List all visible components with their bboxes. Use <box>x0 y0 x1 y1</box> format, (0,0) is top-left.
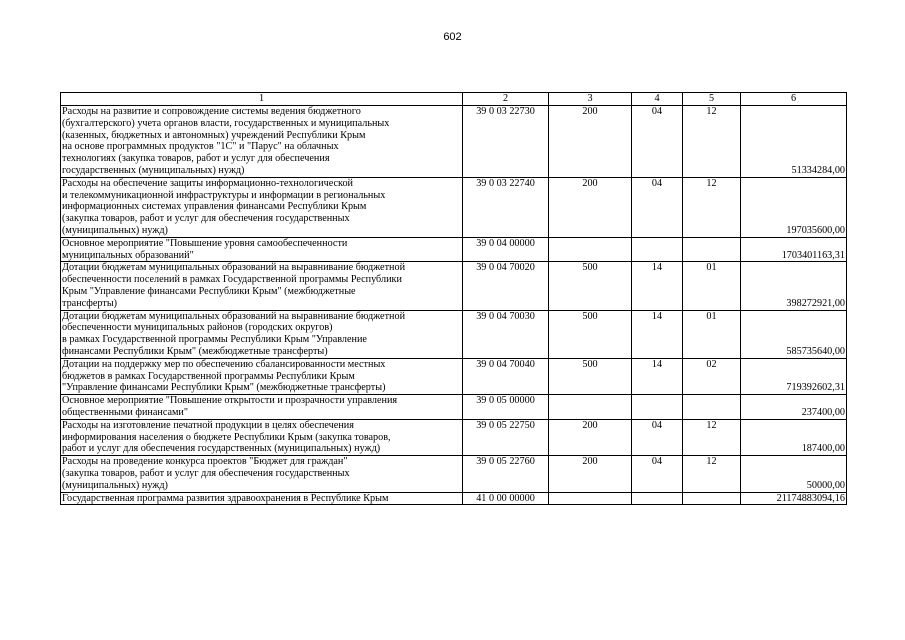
table-row <box>61 106 847 178</box>
amount-cell: 1703401163,31 <box>741 237 847 262</box>
target-code-cell: 41 0 00 00000 <box>463 492 549 505</box>
column-header: 2 <box>463 93 549 106</box>
table-row <box>61 177 847 237</box>
section-cell: 14 <box>632 262 683 310</box>
amount-cell: 585735640,00 <box>741 310 847 358</box>
amount-cell: 237400,00 <box>741 395 847 420</box>
expense-name-cell: Основное мероприятие "Повышение уровня самообеспеченности муниципальных образований" <box>61 237 463 262</box>
expense-name-cell: Расходы на изготовление печатной продукции в целях обеспечения информирования населения о бюджете Республики Крым (закупка товаров, работ и услуг для обеспечения государственных (муниципальных) нужд) <box>61 419 463 455</box>
table-row <box>61 456 847 492</box>
expense-type-cell: 500 <box>549 262 632 310</box>
table-row <box>61 419 847 455</box>
target-code-cell: 39 0 04 00000 <box>463 237 549 262</box>
expense-name-cell: Расходы на развитие и сопровождение системы ведения бюджетного (бухгалтерского) учета органов власти, государственных и муниципальных (казенных, бюджетных и автономных) учреждений Республики Крым на основе программных продуктов "1С" и "Парус" на облачных технологиях (закупка товаров, работ и услуг для обеспечения государственных (муниципальных) нужд) <box>61 106 463 178</box>
target-code-cell: 39 0 04 70040 <box>463 358 549 394</box>
column-header: 6 <box>741 93 847 106</box>
column-header: 1 <box>61 93 463 106</box>
table-row <box>61 310 847 358</box>
subsection-cell: 01 <box>683 262 741 310</box>
amount-cell: 187400,00 <box>741 419 847 455</box>
expense-type-cell <box>549 237 632 262</box>
expense-type-cell: 200 <box>549 177 632 237</box>
subsection-cell: 12 <box>683 456 741 492</box>
expense-name-cell: Расходы на проведение конкурса проектов "Бюджет для граждан" (закупка товаров, работ и услуг для обеспечения государственных (муниципальных) нужд) <box>61 456 463 492</box>
expense-type-cell <box>549 492 632 505</box>
section-cell <box>632 395 683 420</box>
expense-name-cell: Дотации на поддержку мер по обеспечению сбалансированности местных бюджетов в рамках Государственной программы Республики Крым "Управление финансами Республики Крым" (межбюджетные трансферты) <box>61 358 463 394</box>
amount-cell: 21174883094,16 <box>741 492 847 505</box>
column-header: 4 <box>632 93 683 106</box>
expense-type-cell: 200 <box>549 456 632 492</box>
target-code-cell: 39 0 03 22730 <box>463 106 549 178</box>
amount-cell: 398272921,00 <box>741 262 847 310</box>
subsection-cell: 01 <box>683 310 741 358</box>
expense-name-cell: Дотации бюджетам муниципальных образований на выравнивание бюджетной обеспеченности поселений в рамках Государственной программы Республики Крым "Управление финансами Республики Крым" (межбюджетные трансферты) <box>61 262 463 310</box>
expense-name-cell: Государственная программа развития здравоохранения в Республике Крым <box>61 492 463 505</box>
expense-name-cell: Основное мероприятие "Повышение открытости и прозрачности управления общественными финансами" <box>61 395 463 420</box>
page-number: 602 <box>443 31 462 43</box>
target-code-cell: 39 0 04 70020 <box>463 262 549 310</box>
expense-type-cell: 500 <box>549 310 632 358</box>
subsection-cell <box>683 492 741 505</box>
table-row <box>61 358 847 394</box>
table-row <box>61 492 847 505</box>
expense-type-cell: 200 <box>549 419 632 455</box>
section-cell: 04 <box>632 419 683 455</box>
table-row <box>61 262 847 310</box>
target-code-cell: 39 0 05 22750 <box>463 419 549 455</box>
amount-cell: 50000,00 <box>741 456 847 492</box>
table-row <box>61 395 847 420</box>
column-header: 3 <box>549 93 632 106</box>
section-cell <box>632 492 683 505</box>
expense-type-cell <box>549 395 632 420</box>
section-cell: 04 <box>632 177 683 237</box>
section-cell <box>632 237 683 262</box>
subsection-cell <box>683 395 741 420</box>
column-header: 5 <box>683 93 741 106</box>
subsection-cell <box>683 237 741 262</box>
target-code-cell: 39 0 03 22740 <box>463 177 549 237</box>
section-cell: 04 <box>632 106 683 178</box>
target-code-cell: 39 0 05 00000 <box>463 395 549 420</box>
subsection-cell: 12 <box>683 106 741 178</box>
expense-type-cell: 200 <box>549 106 632 178</box>
target-code-cell: 39 0 05 22760 <box>463 456 549 492</box>
expense-type-cell: 500 <box>549 358 632 394</box>
expense-name-cell: Дотации бюджетам муниципальных образований на выравнивание бюджетной обеспеченности муниципальных районов (городских округов) в рамках Государственной программы Республики Крым "Управление финансами Республики Крым" (межбюджетные трансферты) <box>61 310 463 358</box>
section-cell: 14 <box>632 358 683 394</box>
section-cell: 14 <box>632 310 683 358</box>
subsection-cell: 12 <box>683 419 741 455</box>
budget-table <box>60 92 847 505</box>
expense-name-cell: Расходы на обеспечение защиты информационно-технологической и телекоммуникационной инфраструктуры и информации в региональных информационных системах управления финансами Республики Крым (закупка товаров, работ и услуг для обеспечения государственных (муниципальных) нужд) <box>61 177 463 237</box>
amount-cell: 719392602,31 <box>741 358 847 394</box>
amount-cell: 51334284,00 <box>741 106 847 178</box>
section-cell: 04 <box>632 456 683 492</box>
subsection-cell: 12 <box>683 177 741 237</box>
table-row <box>61 237 847 262</box>
target-code-cell: 39 0 04 70030 <box>463 310 549 358</box>
amount-cell: 197035600,00 <box>741 177 847 237</box>
table-header-row <box>61 93 847 106</box>
subsection-cell: 02 <box>683 358 741 394</box>
